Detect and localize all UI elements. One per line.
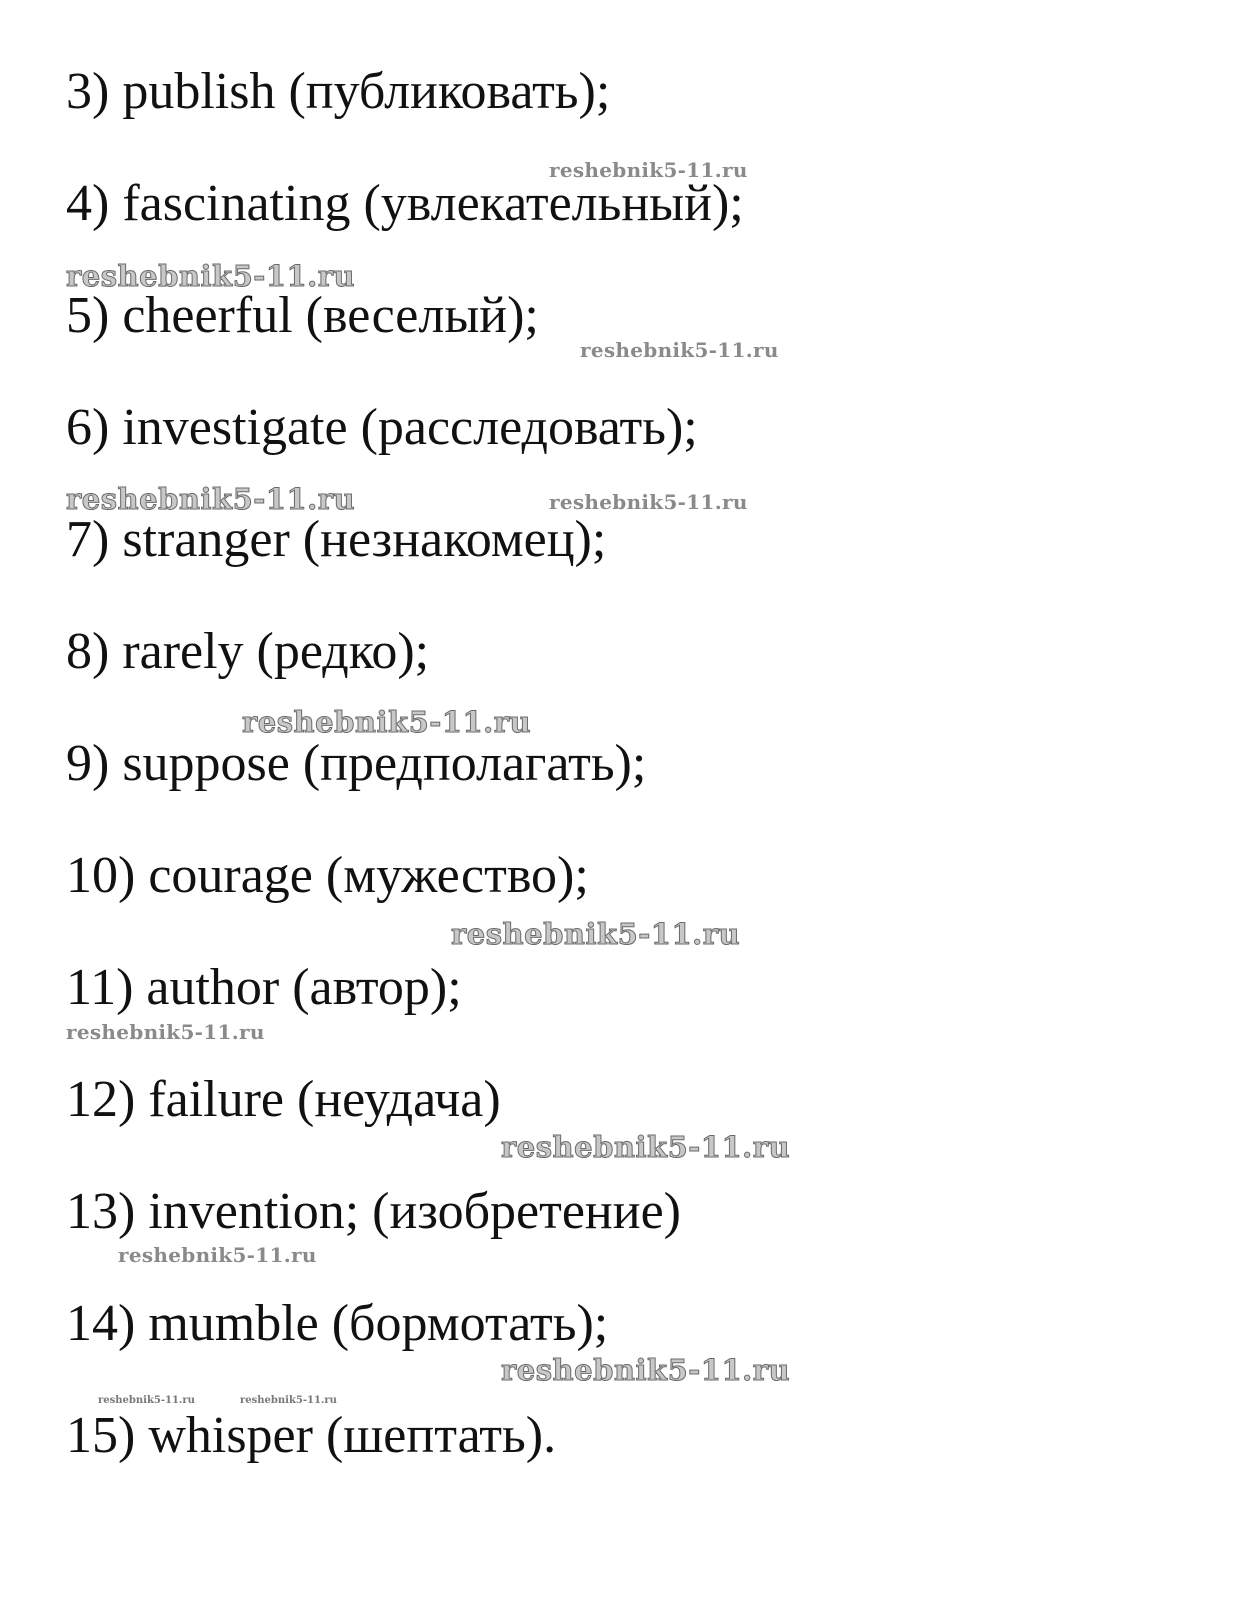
vocab-item-14: 14) mumble (бормотать); (66, 1295, 609, 1352)
vocab-item-13: 13) invention; (изобретение) (66, 1183, 681, 1240)
vocab-item-4: 4) fascinating (увлекательный); (66, 175, 744, 232)
vocab-item-5: 5) cheerful (веселый); (66, 287, 539, 344)
vocab-item-7: 7) stranger (незнакомец); (66, 511, 607, 568)
vocab-item-10: 10) courage (мужество); (66, 847, 589, 904)
watermark: reshebnik5-11.ru (242, 705, 532, 739)
watermark: reshebnik5-11.ru (549, 490, 748, 514)
vocab-item-11: 11) author (автор); (66, 959, 462, 1016)
watermark: reshebnik5-11.ru (118, 1243, 317, 1267)
watermark: reshebnik5-11.ru (580, 338, 779, 362)
watermark: reshebnik5-11.ru (98, 1395, 195, 1406)
watermark: reshebnik5-11.ru (501, 1353, 791, 1387)
watermark: reshebnik5-11.ru (240, 1395, 337, 1406)
vocab-item-9: 9) suppose (предполагать); (66, 735, 647, 792)
vocab-item-15: 15) whisper (шептать). (66, 1407, 557, 1464)
watermark: reshebnik5-11.ru (66, 1020, 265, 1044)
watermark: reshebnik5-11.ru (451, 917, 741, 951)
watermark: reshebnik5-11.ru (66, 259, 356, 293)
vocab-item-12: 12) failure (неудача) (66, 1071, 501, 1128)
watermark: reshebnik5-11.ru (66, 482, 356, 516)
vocab-item-6: 6) investigate (расследовать); (66, 399, 698, 456)
vocab-item-3: 3) publish (публиковать); (66, 63, 611, 120)
vocab-item-8: 8) rarely (редко); (66, 623, 430, 680)
watermark: reshebnik5-11.ru (549, 158, 748, 182)
watermark: reshebnik5-11.ru (501, 1130, 791, 1164)
